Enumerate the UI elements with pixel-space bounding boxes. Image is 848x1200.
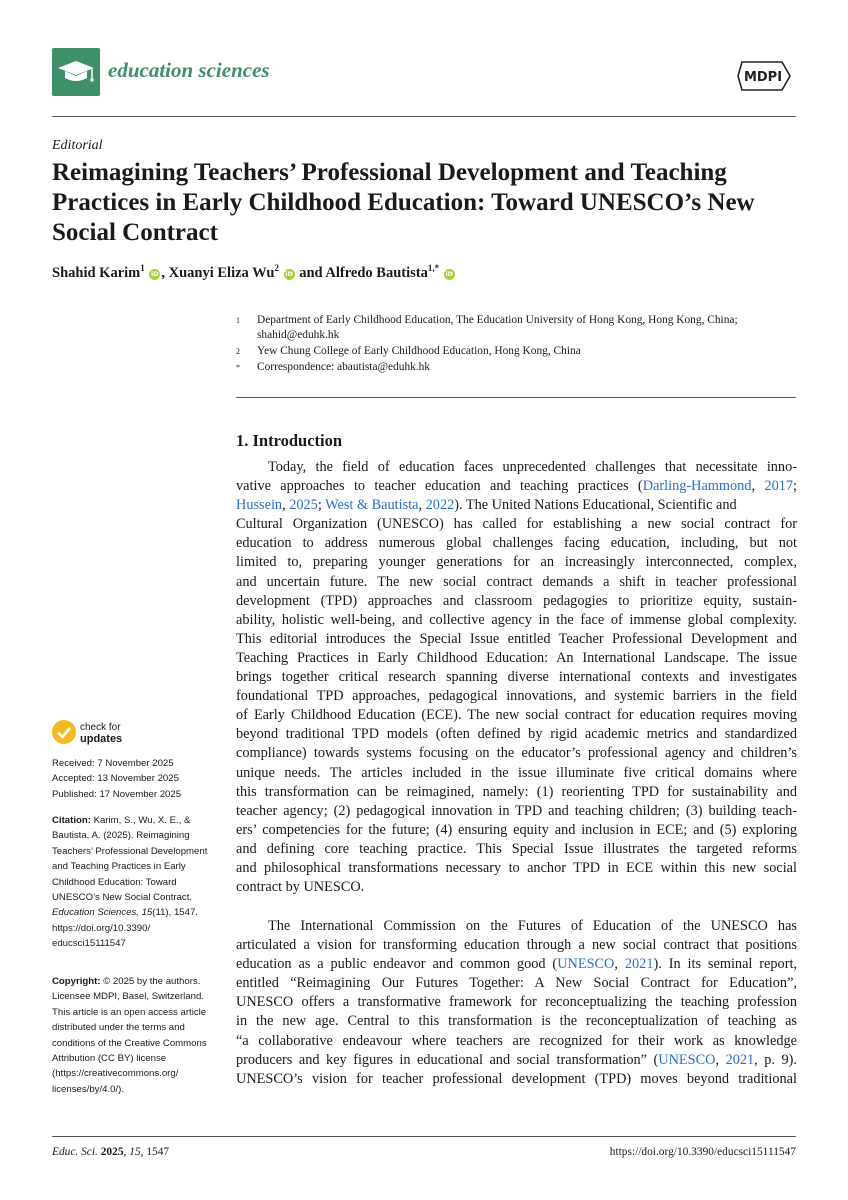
author-affiliation-mark: 2 — [274, 263, 279, 273]
text-line: unique needs. The articles included in the issue illuminate five critical domains where — [236, 764, 797, 781]
copyright-label: Copyright: — [52, 976, 101, 987]
citation-link[interactable]: 2022 — [425, 497, 455, 514]
affiliation-2 — [236, 344, 796, 359]
text-line: in the new age. Central to this transformation is the reconceptualization of teaching as — [236, 1013, 797, 1030]
author-name: Alfredo Bautista — [325, 264, 428, 281]
author-name: Xuanyi Eliza Wu — [168, 264, 275, 281]
copyright-block: Copyright: © 2025 by the authors. Licensee MDPI, Basel, Switzerland. This article is an open access article distributed under the terms and conditions of the Creative Commons Attribution (CC BY) license (https://creativecommons.org/ licenses/by/4.0/). — [52, 974, 222, 1097]
mortarboard-icon — [52, 48, 100, 96]
article-type: Editorial — [52, 138, 103, 153]
text-line: compliance) towards systems focusing on the educator’s professional agency and children’s — [236, 745, 797, 762]
correspondence-text[interactable]: Correspondence: abautista@eduhk.hk — [257, 361, 431, 373]
text-line: brings together critical research spanning diverse international contexts and investigates — [236, 669, 797, 686]
mdpi-hexagon-icon — [736, 60, 792, 92]
citation-link[interactable]: 2017 — [764, 478, 794, 495]
affiliation-email[interactable]: shahid@eduhk.hk — [257, 329, 340, 341]
checkmark-icon — [52, 720, 76, 744]
publication-dates — [52, 756, 222, 802]
paragraph-2 — [236, 917, 797, 1089]
affiliation-mark: 2 — [236, 347, 240, 356]
paragraph-1 — [236, 458, 797, 897]
affiliation-mark: * — [236, 363, 240, 372]
publisher-name: MDPI — [743, 70, 783, 85]
citation-link[interactable]: 2021 — [624, 956, 654, 973]
check-for-updates-text: check for updates — [80, 722, 123, 745]
orcid-icon[interactable]: iD — [151, 269, 159, 278]
text-line: beyond traditional TPD models (often defined by rigid academic metrics and standardized — [236, 726, 797, 743]
footer-doi[interactable]: https://doi.org/10.3390/educsci15111547 — [609, 1146, 796, 1158]
article-title: Reimagining Teachers’ Professional Development and Teaching Practices in Early Childhood Education: Toward UNESCO’s New Social Contract — [52, 159, 755, 246]
citation-link[interactable]: UNESCO — [557, 956, 615, 973]
section-heading: 1. Introduction — [236, 431, 343, 450]
citation-link[interactable]: West & Bautista — [325, 497, 419, 514]
text-line: UNESCO offers a transformative framework for reconceptualizing the teaching profession — [236, 994, 797, 1011]
text-line: ability, holistic well-being, and collective agency in the face of immense global complexity. — [236, 611, 797, 628]
affiliation-text: Department of Early Childhood Education, The Education University of Hong Kong, Hong Kong, China; — [257, 314, 738, 326]
text-line: education to address numerous global challenges facing education, including, but not — [236, 535, 797, 552]
citation-journal: Education Sciences — [52, 907, 137, 919]
text-line: foundational TPD approaches, pedagogical innovations, and systemic barriers in the field — [236, 688, 797, 705]
citation-link[interactable]: 2021 — [725, 1051, 755, 1068]
license-link[interactable]: licenses/by/4.0/). — [52, 1083, 124, 1095]
author-list — [52, 263, 456, 282]
citation-link[interactable]: Hussein — [236, 497, 283, 514]
text-line: teacher agency; (2) pedagogical innovation in TPD and teaching children; (3) building teach- — [236, 802, 797, 819]
header-divider — [52, 116, 796, 117]
affiliation-mark: 1 — [236, 316, 240, 325]
text-line: “a collaborative endeavour where teachers are recognized for their work as knowledge — [236, 1032, 797, 1049]
text-line: this transformation can be reimagined, namely: (1) reorienting TPD for sustainability and — [236, 783, 797, 800]
published-date: Published: 17 November 2025 — [52, 788, 182, 800]
text-line: contract by UNESCO. — [236, 879, 365, 896]
text-line: vative approaches to teacher education and teaching practices (Darling-Hammond, 2017; — [236, 478, 797, 495]
text-line: producers and key figures in educational and social transformation” (UNESCO, 2021, p. 9). — [236, 1051, 797, 1068]
text-line: The International Commission on the Futures of Education of the UNESCO has — [268, 918, 797, 934]
received-date: Received: 7 November 2025 — [52, 758, 174, 769]
affiliation-1 — [236, 313, 796, 343]
author-affiliation-mark: 1 — [140, 263, 145, 273]
text-line: Cultural Organization (UNESCO) has called for establishing a new social contract for — [236, 516, 797, 533]
text-line: ers’ competencies for the future; (4) ensuring equity and inclusion in ECE; and (5) exploring — [236, 821, 797, 838]
accepted-date: Accepted: 13 November 2025 — [52, 773, 179, 785]
text-line: Today, the field of education faces unprecedented challenges that necessitate inno- — [268, 459, 797, 475]
footer-journal-ref: Educ. Sci. 2025, 15, 1547 — [52, 1146, 170, 1158]
text-line: and defining core teaching practice. This Special Issue illustrates the targeted reforms — [236, 840, 797, 857]
orcid-icon[interactable]: iD — [285, 269, 293, 278]
citation-label: Citation: — [52, 815, 91, 826]
text-line: and uncertain future. The new social contract demands a shift in teacher professional — [236, 573, 797, 590]
text-line: UNESCO’s vision for teacher professional development (TPD) moves beyond traditional — [236, 1070, 797, 1087]
author-separator: and — [295, 264, 326, 281]
journal-name[interactable]: education sciences — [108, 58, 270, 82]
mdpi-logo[interactable] — [736, 60, 792, 92]
citation-doi[interactable]: https://doi.org/10.3390/ — [52, 922, 151, 934]
text-line: Hussein, 2025; West & Bautista, 2022). The United Nations Educational, Scientific and — [236, 497, 737, 514]
text-line: development (TPD) approaches and classroom pedagogies to prioritize equity, sustain- — [236, 592, 797, 609]
author-affiliation-mark: 1,* — [427, 263, 440, 273]
text-line: and philosophical transformations necessary to anchor TPD in ECE within this new social — [236, 859, 797, 876]
footer-divider — [52, 1136, 796, 1137]
text-line: articulated a vision for transforming education through a new social contract that positions — [236, 937, 797, 954]
text-line: This editorial introduces the Special Issue entitled Teacher Professional Development and — [236, 630, 797, 647]
citation-block: Citation: Karim, S., Wu, X. E., & Bautista, A. (2025). Reimagining Teachers’ Professional Development and Teaching Practices in Early Childhood Education: Toward UNESCO’s New Social Contract. Education Sciences, 15(11), 1547. https://doi.org/10.3390/ educsci15111547 — [52, 813, 222, 952]
correspondence — [236, 360, 796, 375]
affiliation-text: Yew Chung College of Early Childhood Education, Hong Kong, China — [257, 345, 581, 357]
citation-doi[interactable]: educsci15111547 — [52, 938, 126, 950]
text-line: Teaching Practices in Early Childhood Education: An International Landscape. The issue — [236, 649, 797, 666]
journal-logo — [52, 48, 100, 96]
citation-link[interactable]: UNESCO — [658, 1051, 716, 1068]
license-link[interactable]: (https://creativecommons.org/ — [52, 1068, 179, 1080]
affiliation-divider — [236, 397, 796, 398]
citation-link[interactable]: Darling-Hammond — [642, 478, 752, 495]
orcid-icon[interactable]: iD — [445, 269, 454, 278]
text-line: limited to, preparing younger generations for an increasingly interconnected, complex, — [236, 554, 797, 571]
text-line: entitled “Reimagining Our Futures Together: A New Social Contract for Education”, — [236, 975, 797, 992]
text-line: education as a public endeavor and common good (UNESCO, 2021). In its seminal report, — [236, 956, 797, 973]
citation-link[interactable]: 2025 — [289, 497, 318, 514]
author-separator: , — [161, 264, 169, 281]
author-name: Shahid Karim — [52, 264, 141, 281]
text-line: of Early Childhood Education (ECE). The new social contract for education requires moving — [236, 707, 797, 724]
